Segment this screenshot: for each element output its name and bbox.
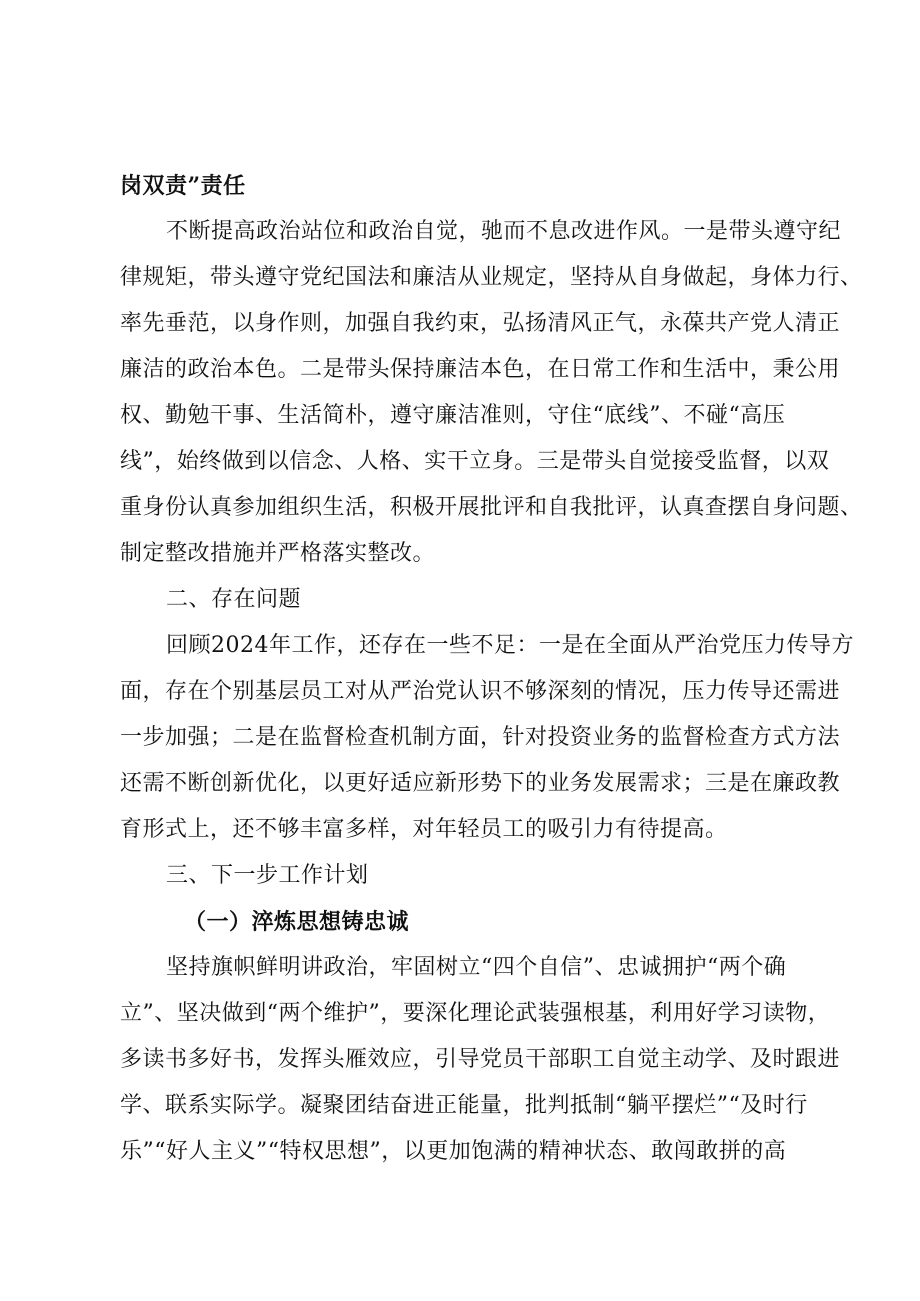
section-heading-problems: 二、存在问题 [166, 587, 302, 612]
paragraph-line: 还需不断创新优化，以更好适应新形势下的业务发展需求；三是在廉政教 [120, 771, 841, 796]
paragraph-line: 廉洁的政治本色。二是带头保持廉洁本色，在日常工作和生活中，秉公用 [120, 357, 841, 382]
paragraph-line: 权、勤勉干事、生活简朴，遵守廉洁准则，守住“底线”、不碰“高压 [120, 403, 786, 428]
paragraph-line: 立”、坚决做到“两个维护”，要深化理论武装强根基，利用好学习读物， [120, 1001, 831, 1026]
paragraph-line: 制定整改措施并严格落实整改。 [120, 541, 436, 566]
paragraph-line: 多读书多好书，发挥头雁效应，引导党员干部职工自觉主动学、及时跟进 [120, 1047, 841, 1072]
section-heading-continuation: 岗双责”责任 [120, 173, 246, 199]
paragraph-line: 重身份认真参加组织生活，积极开展批评和自我批评，认真查摆自身问题、 [120, 495, 863, 520]
paragraph-line: 乐”“好人主义”“特权思想”，以更加饱满的精神状态、敢闯敢拼的高 [120, 1139, 787, 1164]
paragraph-line: 不断提高政治站位和政治自觉，驰而不息改进作风。一是带头遵守纪 [166, 219, 842, 244]
paragraph-line: 育形式上，还不够丰富多样，对年轻员工的吸引力有待提高。 [120, 817, 728, 842]
paragraph-line: 律规矩，带头遵守党纪国法和廉洁从业规定，坚持从自身做起，身体力行、 [120, 265, 863, 290]
subsection-heading: （一）淬炼思想铸忠诚 [184, 909, 410, 935]
paragraph-line: 面，存在个别基层员工对从严治党认识不够深刻的情况，压力传导还需进 [120, 679, 841, 704]
paragraph-line: 学、联系实际学。凝聚团结奋进正能量，批判抵制“躺平摆烂”“及时行 [120, 1093, 808, 1118]
paragraph-line: 坚持旗帜鲜明讲政治，牢固树立“四个自信”、忠诚拥护“两个确 [166, 955, 787, 980]
paragraph-line: 线”，始终做到以信念、人格、实干立身。三是带头自觉接受监督，以双 [120, 449, 830, 474]
paragraph-line: 回顾2024年工作，还存在一些不足：一是在全面从严治党压力传导方 [166, 633, 854, 658]
paragraph-line: 率先垂范，以身作则，加强自我约束，弘扬清风正气，永葆共产党人清正 [120, 311, 841, 336]
section-heading-next-steps: 三、下一步工作计划 [166, 863, 369, 888]
paragraph-line: 一步加强；二是在监督检查机制方面，针对投资业务的监督检查方式方法 [120, 725, 841, 750]
